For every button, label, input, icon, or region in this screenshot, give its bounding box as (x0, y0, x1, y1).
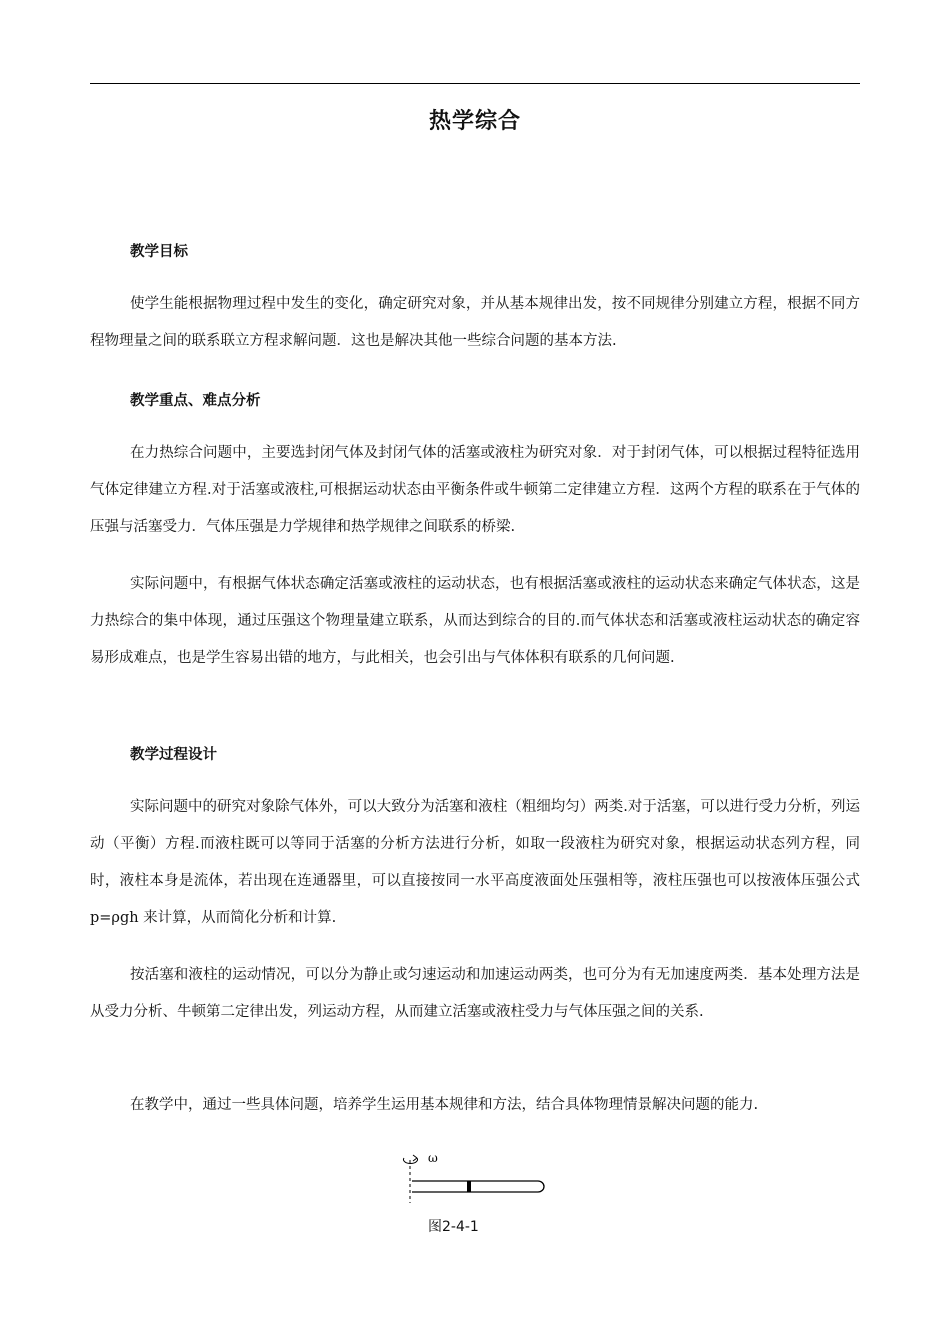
paragraph-key-points-1: 在力热综合问题中，主要选封闭气体及封闭气体的活塞或液柱为研究对象．对于封闭气体，可以根据过程特征选用气体定律建立方程.对于活塞或液柱,可根据运动状态由平衡条件或牛顿第二定律建立方程．这两个方程的联系在于气体的压强与活塞受力．气体压强是力学规律和热学规律之间联系的桥梁. (90, 445, 860, 535)
figure-caption: 图2-4-1 (428, 1219, 479, 1235)
rotation-arrowhead (413, 1155, 417, 1161)
rotating-tube-figure (395, 1148, 565, 1243)
section-heading-process-design: 教学过程设计 (130, 747, 217, 763)
header-rule (90, 83, 860, 84)
paragraph-key-points-2: 实际问题中，有根据气体状态确定活塞或液柱的运动状态，也有根据活塞或液柱的运动状态来确定气体状态，这是力热综合的集中体现，通过压强这个物理量建立联系，从而达到综合的目的.而气体状态和活塞或液柱运动状态的确定容易形成难点，也是学生容易出错的地方，与此相关，也会引出与气体体积有联系的几何问题. (90, 576, 860, 666)
glass-tube (412, 1181, 544, 1192)
omega-label: ω (428, 1151, 438, 1165)
paragraph-objectives: 使学生能根据物理过程中发生的变化，确定研究对象，并从基本规律出发，按不同规律分别建立方程，根据不同方程物理量之间的联系联立方程求解问题．这也是解决其他一些综合问题的基本方法. (90, 296, 860, 349)
paragraph-process-design-2: 按活塞和液柱的运动情况，可以分为静止或匀速运动和加速运动两类，也可分为有无加速度两类．基本处理方法是从受力分析、牛顿第二定律出发，列运动方程，从而建立活塞或液柱受力与气体压强之间的关系. (90, 967, 860, 1020)
section-heading-key-points: 教学重点、难点分析 (130, 393, 261, 409)
liquid-column (467, 1181, 471, 1192)
paragraph-process-design-1: 实际问题中的研究对象除气体外，可以大致分为活塞和液柱（粗细均匀）两类.对于活塞，可以进行受力分析，列运动（平衡）方程.而液柱既可以等同于活塞的分析方法进行分析，如取一段液柱为研究对象，根据运动状态列方程，同时，液柱本身是流体，若出现在连通器里，可以直接按同一水平高度液面处压强相等，液柱压强也可以按液体压强公式 p=ρgh 来计算，从而简化分析和计算. (90, 799, 860, 926)
section-heading-objectives: 教学目标 (130, 244, 188, 260)
page-title: 热学综合 (428, 109, 521, 134)
paragraph-process-design-3: 在教学中，通过一些具体问题，培养学生运用基本规律和方法，结合具体物理情景解决问题的能力. (130, 1097, 759, 1113)
